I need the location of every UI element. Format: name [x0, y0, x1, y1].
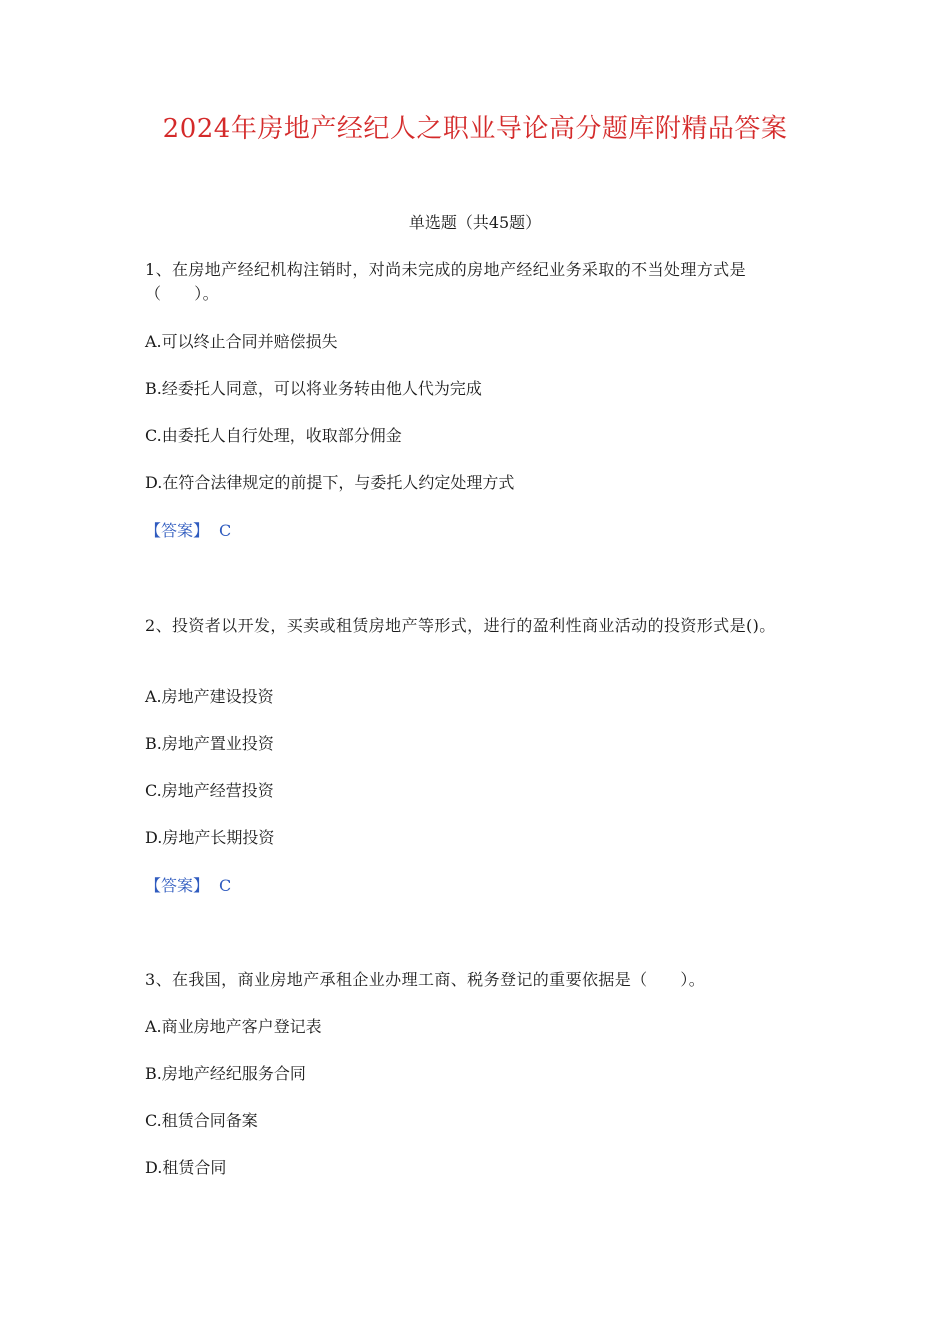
question-3-option-b: B.房地产经纪服务合同: [145, 1064, 306, 1083]
question-1-answer: [145, 519, 231, 543]
question-2-option-b: B.房地产置业投资: [145, 734, 274, 753]
answer-value: C: [219, 521, 232, 540]
question-3-stem: 3、在我国，商业房地产承租企业办理工商、税务登记的重要依据是（ ）。: [145, 970, 706, 989]
answer-label: 【答案】: [145, 876, 210, 895]
question-1-option-d: D.在符合法律规定的前提下，与委托人约定处理方式: [145, 473, 515, 492]
question-3-option-d: D.租赁合同: [145, 1158, 227, 1177]
answer-label: 【答案】: [145, 521, 210, 540]
question-2-option-c: C.房地产经营投资: [145, 781, 274, 800]
document-title: 2024年房地产经纪人之职业导论高分题库附精品答案: [162, 114, 788, 144]
answer-value: C: [219, 876, 232, 895]
question-2-answer: [145, 874, 231, 898]
question-1-option-b: B.经委托人同意，可以将业务转由他人代为完成: [145, 379, 482, 398]
question-2-option-a: A.房地产建设投资: [145, 687, 274, 706]
question-1-stem: 1、在房地产经纪机构注销时，对尚未完成的房地产经纪业务采取的不当处理方式是（ ）。: [145, 260, 746, 303]
question-1-option-a: A.可以终止合同并赔偿损失: [145, 332, 338, 351]
question-3-option-a: A.商业房地产客户登记表: [145, 1017, 322, 1036]
section-heading: 单选题（共45题）: [408, 213, 542, 232]
question-2-option-d: D.房地产长期投资: [145, 828, 275, 847]
question-2-stem: 2、投资者以开发，买卖或租赁房地产等形式，进行的盈利性商业活动的投资形式是()。: [145, 616, 776, 635]
question-3-option-c: C.租赁合同备案: [145, 1111, 258, 1130]
question-1-option-c: C.由委托人自行处理，收取部分佣金: [145, 426, 402, 445]
